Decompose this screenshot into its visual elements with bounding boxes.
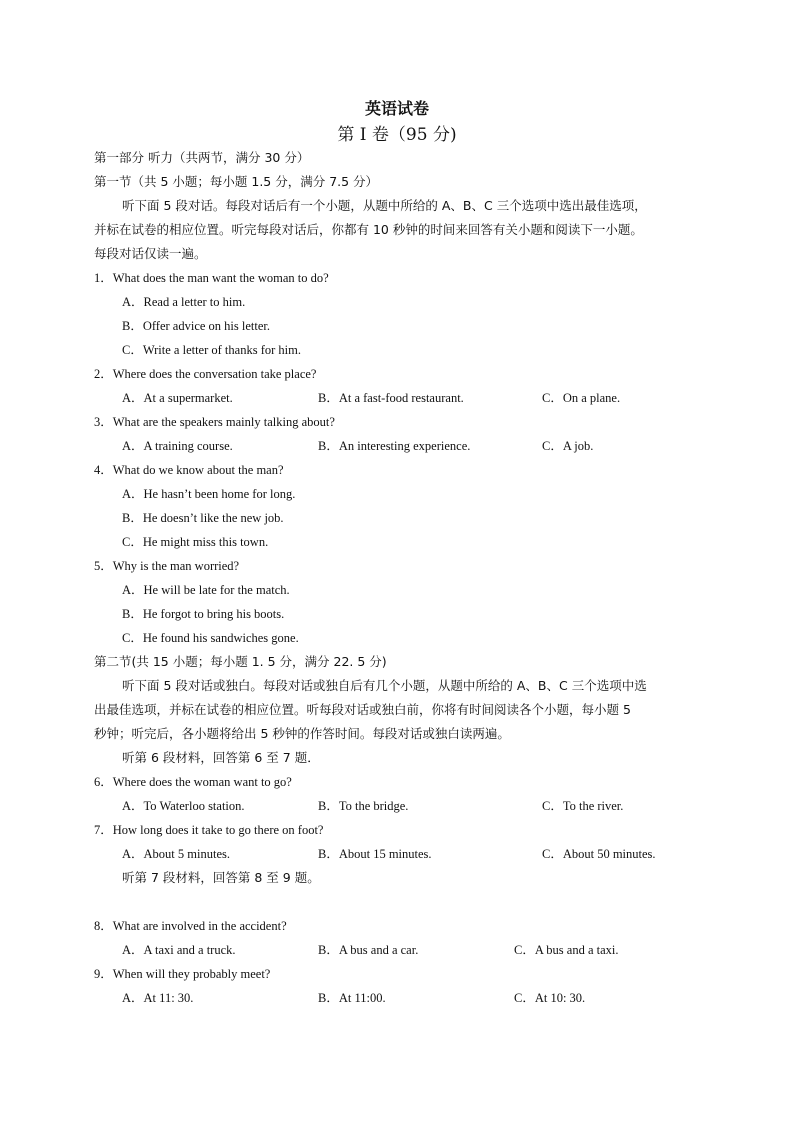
option-b: B．Offer advice on his letter. bbox=[122, 319, 270, 333]
option-a: A．He will be late for the match. bbox=[122, 583, 290, 597]
option-a: A．To Waterloo station. bbox=[122, 799, 245, 813]
option-a: A．At 11: 30. bbox=[122, 991, 194, 1005]
option-b: B．A bus and a car. bbox=[318, 943, 419, 957]
option-c: C．A job. bbox=[542, 439, 594, 453]
section2-instructions-line3: 秒钟；听完后，各小题将给出 5 秒钟的作答时间。每段对话或独白读两遍。 bbox=[94, 726, 510, 741]
option-c: C．To the river. bbox=[542, 799, 624, 813]
option-a: A．About 5 minutes. bbox=[122, 847, 230, 861]
exam-subtitle: 第 I 卷（95 分) bbox=[337, 125, 457, 145]
option-c: C．Write a letter of thanks for him. bbox=[122, 343, 301, 357]
option-b: B．To the bridge. bbox=[318, 799, 409, 813]
option-b: B．About 15 minutes. bbox=[318, 847, 432, 861]
section2-heading: 第二节(共 15 小题；每小题 1. 5 分，满分 22. 5 分) bbox=[94, 654, 387, 669]
question-stem: 1．What does the man want the woman to do? bbox=[94, 271, 329, 285]
question-stem: 6．Where does the woman want to go? bbox=[94, 775, 292, 789]
material-6-note: 听第 6 段材料，回答第 6 至 7 题． bbox=[122, 750, 320, 765]
question-stem: 7．How long does it take to go there on foot? bbox=[94, 823, 324, 837]
option-b: B．At a fast-food restaurant. bbox=[318, 391, 464, 405]
question-stem: 9．When will they probably meet? bbox=[94, 967, 271, 981]
question-stem: 8．What are involved in the accident? bbox=[94, 919, 287, 933]
option-c: C．On a plane. bbox=[542, 391, 621, 405]
section2-instructions-line1: 听下面 5 段对话或独白。每段对话或独自后有几个小题，从题中所给的 A、B、C 三个选项中选 bbox=[122, 678, 647, 693]
option-c: C．About 50 minutes. bbox=[542, 847, 656, 861]
section1-heading: 第一节（共 5 小题；每小题 1.5 分，满分 7.5 分） bbox=[94, 174, 379, 189]
question-stem: 5．Why is the man worried? bbox=[94, 559, 240, 573]
option-a: A．Read a letter to him. bbox=[122, 295, 246, 309]
option-b: B．He forgot to bring his boots. bbox=[122, 607, 285, 621]
section1-instructions-line1: 听下面 5 段对话。每段对话后有一个小题，从题中所给的 A、B、C 三个选项中选出最佳选项， bbox=[122, 198, 647, 213]
question-stem: 3．What are the speakers mainly talking about? bbox=[94, 415, 335, 429]
question-stem: 4．What do we know about the man? bbox=[94, 463, 284, 477]
exam-title: 英语试卷 bbox=[364, 99, 429, 118]
section1-instructions-line2: 并标在试卷的相应位置。听完每段对话后，你都有 10 秒钟的时间来回答有关小题和阅读下一小题。 bbox=[94, 222, 643, 237]
option-a: A．He hasn’t been home for long. bbox=[122, 487, 296, 501]
option-c: C．He found his sandwiches gone. bbox=[122, 631, 299, 645]
section2-instructions-line2: 出最佳选项，并标在试卷的相应位置。听每段对话或独白前，你将有时间阅读各个小题，每小题 5 bbox=[94, 702, 631, 717]
section1-instructions-line3: 每段对话仅读一遍。 bbox=[94, 246, 207, 261]
option-b: B．At 11:00. bbox=[318, 991, 386, 1005]
part1-heading: 第一部分 听力（共两节，满分 30 分） bbox=[94, 150, 310, 165]
option-b: B．He doesn’t like the new job. bbox=[122, 511, 284, 525]
option-b: B．An interesting experience. bbox=[318, 439, 471, 453]
option-a: A．At a supermarket. bbox=[122, 391, 233, 405]
option-c: C．He might miss this town. bbox=[122, 535, 269, 549]
option-c: C．At 10: 30. bbox=[514, 991, 586, 1005]
material-7-note: 听第 7 段材料，回答第 8 至 9 题。 bbox=[122, 870, 320, 885]
question-stem: 2．Where does the conversation take place? bbox=[94, 367, 317, 381]
option-c: C．A bus and a taxi. bbox=[514, 943, 619, 957]
option-a: A．A taxi and a truck. bbox=[122, 943, 236, 957]
option-a: A．A training course. bbox=[122, 439, 233, 453]
